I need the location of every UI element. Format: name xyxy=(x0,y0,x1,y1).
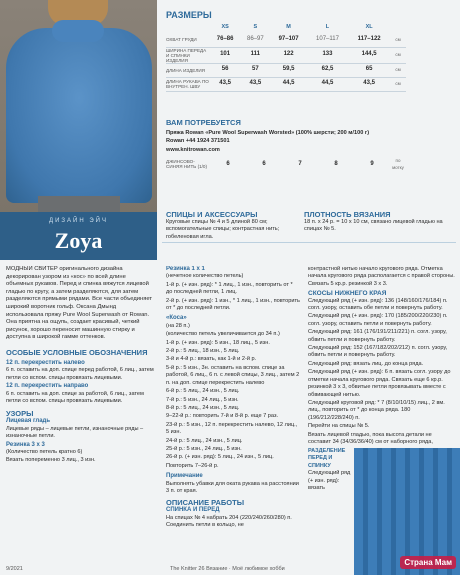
cell: 65 xyxy=(348,63,390,77)
table-row xyxy=(166,63,406,77)
cell: 43,5 xyxy=(348,77,390,91)
gauge-text: 18 п. х 24 р. = 10 х 10 см, связано лицевой гладью на спицах № 5. xyxy=(304,219,443,233)
row-label: ШИРИНА ПЕРЕДА И СПИНКИ ИЗДЕЛИЯ xyxy=(166,47,210,63)
row-label: ОХВАТ ГРУДИ xyxy=(166,33,210,47)
designer-label: ДИЗАЙН ЭЙЧ xyxy=(49,218,108,224)
table-row xyxy=(166,155,406,173)
cell: 133 xyxy=(307,47,349,63)
cell: 6 xyxy=(226,160,230,167)
table-row xyxy=(166,33,406,47)
rib1-row2: 2-й р. (+ изн. ряд): 1 изн., * 1 лиц., 1 изн., повторить от * до последней петли. xyxy=(166,297,300,312)
divide-header: РАЗДЕЛЕНИЕ ПЕРЕД И СПИНКУ xyxy=(308,448,346,469)
sizes-col-unit xyxy=(390,23,406,33)
braid-line: 9–22-й р.: повторить 7-й и 8-й р. еще 7 раз. xyxy=(166,413,279,420)
tools-section xyxy=(166,210,294,242)
cable-right-text: 6 п. оставить на доп. спице за работой, 6 лиц., затем петли со вспом. спицы провязать лицевыми. xyxy=(6,390,144,404)
stockinette-text: Лицевые ряды – лицевые петли, изнаночные ряды – изнаночные петли. xyxy=(6,425,144,440)
col4-text: Следующий круговой ряд: * 7 (8/10/10/15) лиц., 2 вм. лиц., повторить от * до конца ряда. 180 (196/212/228/240) п. xyxy=(308,399,445,421)
cell: 86–97 xyxy=(240,33,270,47)
left-column xyxy=(6,266,154,562)
unit: см xyxy=(390,77,406,91)
cell: 6 xyxy=(262,160,266,167)
special-header: ОСОБЫЕ УСЛОВНЫЕ ОБОЗНАЧЕНИЯ xyxy=(6,347,148,357)
row-label: ДЛИНА РУКАВА ПО ВНУТРЕН. ШВУ xyxy=(166,79,209,89)
cell: 76–86 xyxy=(210,33,240,47)
table-row xyxy=(166,47,406,63)
braid-line: 24-й р.: 5 лиц., 24 изн., 5 лиц. xyxy=(166,437,243,444)
pattern-title-block xyxy=(0,212,157,260)
col4-text: Следующий ряд: 152 (167/182/202/212) п. согл. узору, обвить петли и повернуть работу. xyxy=(308,345,448,359)
cell: 57 xyxy=(240,63,270,77)
size-xl: XL xyxy=(365,24,373,31)
right-column-bottom xyxy=(308,448,354,558)
cell: 111 xyxy=(240,47,270,63)
cell: 107–117 xyxy=(307,33,349,47)
cell: 122 xyxy=(270,47,306,63)
note-text: Выполнять убавки для оката рукава на расстоянии 3 п. от края. xyxy=(166,480,299,494)
sizes-table xyxy=(166,23,406,92)
size-m: M xyxy=(286,24,291,31)
braid-line: 3-й и 4-й р.: вязать, как 1-й и 2-й р. xyxy=(166,356,257,363)
row-label: ДЛИНА ИЗДЕЛИЯ xyxy=(166,63,210,77)
braid-line: (количество петель увеличивается до 34 п.) xyxy=(166,331,280,338)
work-text: На спицах № 4 набрать 204 (220/240/260/280) п. Соединить петли в кольцо, не xyxy=(166,514,292,529)
cell: 56 xyxy=(210,63,240,77)
watermark: Страна Мам xyxy=(400,556,456,569)
braid-line: 5-й р.: 5 изн., 3н. оставить на вспом. спице за работой, 6 лиц., 6 п. с левой спицы, 3 лиц., затем 2 п. на доп. спице перекрестить налево xyxy=(166,364,300,386)
photo-skirt xyxy=(38,196,120,212)
cell: 8 xyxy=(334,160,338,167)
col4-text: Следующий ряд (+ изн. ряд): вязать xyxy=(308,470,351,492)
sizes-col-empty xyxy=(166,23,210,33)
cable-right-title: 12 п. перекрестить направо xyxy=(6,383,89,390)
cell: 144,5 xyxy=(348,47,390,63)
rib3-title: Резинка 3 х 3 xyxy=(6,441,45,448)
braid-line: 23-й р.: 5 изн., 12 п. перекрестить налево, 12 лиц., 5 изн. xyxy=(166,421,298,436)
cell: 43,5 xyxy=(210,77,240,91)
braid-line: 25-й р.: 5 изн., 24 лиц., 5 изн. xyxy=(166,445,242,452)
col4-text: Следующий ряд (+ изн. ряд): 170 (185/200/220/230) п. согл. узору, оставить петли и повернуть работу. xyxy=(308,313,448,327)
unit: см xyxy=(390,33,406,47)
yarn-website[interactable]: www.knitrowan.com xyxy=(166,146,220,153)
cell: 97–107 xyxy=(270,33,306,47)
divider xyxy=(162,242,456,243)
note-title: Примечание xyxy=(166,473,203,480)
page-footer xyxy=(0,563,460,575)
row-label: ДЖИНСОВО-СИНЯЯ НИТЬ (1/0) xyxy=(166,159,208,170)
unit: по мотку xyxy=(392,157,404,171)
braid-line: 2-й р.: 5 лиц., 18 изн., 5 лиц. xyxy=(166,348,240,355)
pattern-name: Zoya xyxy=(54,228,103,253)
braid-line: 8-й р.: 5 лиц., 24 изн., 5 лиц. xyxy=(166,404,240,411)
rib1-row1: 1-й р. (+ изн. ряд): * 1 лиц., 1 изн., повторить от * до последней петли, 1 лиц. xyxy=(166,281,293,296)
col4-text: контрастной нитью начало кругового ряда. Отметка начала кругового ряда располагается с правой стороны. Связать 5 кр.р. резинкой 3 х 3. xyxy=(308,266,455,287)
stockinette-title: Лицевая гладь xyxy=(6,418,51,425)
size-xs: XS xyxy=(221,24,229,31)
intro-text: МОДНЫЙ СВИТЕР оригинального дизайна декорирован узором из «кос» по всей длине объемных рукавов. Перед и спинка вяжутся лицевой гладью по кругу, а затем разделяются, для затем разделяются прямыми рядами. Все части объединяет широкий воротник гольф. Оксана Дмынд использовала пряжу Pure Wool Superwash от Rowan. Она приятна на ощупь, создает красивый, четкий рисунок, хорошо переносит машинную стирку и доступна в широкой гамме оттенков. xyxy=(6,266,153,341)
yarn-table xyxy=(166,155,406,173)
rib1-title: Резинка 1 х 1 xyxy=(166,266,205,272)
photo-collar xyxy=(52,20,104,42)
hem-header: СКОСЫ НИЖНЕГО КРАЯ xyxy=(308,290,387,298)
sizes-section xyxy=(166,10,456,92)
cell: 59,5 xyxy=(270,63,306,77)
braid-line: (на 28 п.) xyxy=(166,322,190,329)
yarn-header: ВАМ ПОТРЕБУЕТСЯ xyxy=(166,118,241,127)
unit: см xyxy=(390,63,406,77)
middle-column xyxy=(166,266,300,562)
yarn-brand: Пряжа Rowan «Pure Wool Superwash Worsted» (100% шерсти; 200 м/100 г) xyxy=(166,130,370,136)
cell: 44,5 xyxy=(307,77,349,91)
cell: 9 xyxy=(370,160,374,167)
gauge-section xyxy=(304,210,456,235)
cell: 117–122 xyxy=(348,33,390,47)
braid-line: 7-й р.: 5 изн., 24 лиц., 5 изн. xyxy=(166,396,239,403)
table-row xyxy=(166,77,406,91)
braid-line: 6-й р.: 5 лиц., 24 изн., 5 лиц. xyxy=(166,388,240,395)
yarn-section xyxy=(166,118,456,173)
tools-header: СПИЦЫ И АКСЕССУАРЫ xyxy=(166,210,258,219)
issue-number: 9/2021 xyxy=(6,566,23,572)
col4-text: Следующий ряд: 161 (176/191/211/221) п. согл. узору, обвить петли и повернуть работу. xyxy=(308,329,447,343)
photo-sweater xyxy=(6,28,152,203)
cell: 62,5 xyxy=(307,63,349,77)
yarn-phone: Rowan +44 1924 371501 xyxy=(166,138,230,145)
tools-text: Круговые спицы № 4 и 5 длиной 80 см; вспомогательные спицы; контрастная нить; гобеленовая игла. xyxy=(166,219,280,240)
magazine-name: The Knitter 26 Вязание · Моё любимое хобби xyxy=(170,566,285,572)
cell: 101 xyxy=(210,47,240,63)
col4-text: Следующий ряд: вязать лиц. до конца ряда. xyxy=(308,360,424,367)
size-s: S xyxy=(253,24,258,31)
col4-text: Перейти на спицы № 5. xyxy=(308,423,370,430)
cell: 44,5 xyxy=(270,77,306,91)
rib3-text2: Вязать попеременно 3 лиц., 3 изн. xyxy=(6,457,96,464)
col4-text: Следующий ряд (+ изн. ряд): 136 (148/160/176/184) п. согл. узору, оставить обе петли и повернуть работу. xyxy=(308,297,448,312)
braid-title: «Коса» xyxy=(166,315,187,322)
work-sub: СПИНКА И ПЕРЕД xyxy=(166,507,220,514)
col4-text: Следующий ряд (+ изн. ряд): 6 п. вязать согл. узору до отметки начала кругового ряда. Связать еще 6 кр.р. резинкой 3 х 3, обвитые петли провязывать вместе с обвивающей нитью. xyxy=(308,369,451,398)
braid-line: 1-й р. (+ изн. ряд): 5 изн., 18 лиц., 5 изн. xyxy=(166,339,270,346)
braid-line: Повторить 7–26-й р. xyxy=(166,462,219,469)
cable-left-title: 12 п. перекрестить налево xyxy=(6,359,85,366)
right-column xyxy=(308,266,456,446)
model-photo xyxy=(0,0,157,212)
unit: см xyxy=(390,47,406,63)
col4-text: Вязать лицевой гладью, пока высота детали не составит 34 (34/36/36/40) см от наборного ряда, xyxy=(308,431,433,445)
braid-line: 26-й р. (+ изн. ряд): 5 лиц., 24 изн., 5 лиц. xyxy=(166,454,274,461)
cell: 43,5 xyxy=(240,77,270,91)
cable-left-text: 6 п. оставить на доп. спице перед работой, 6 лиц., затем петли со вспом. спицы провязать лицевыми. xyxy=(6,367,154,381)
sizes-header: РАЗМЕРЫ xyxy=(166,10,212,20)
patterns-header: УЗОРЫ xyxy=(6,409,34,419)
size-l: L xyxy=(325,24,330,31)
rib3-text: (Количество петель кратно 6) xyxy=(6,449,83,455)
gauge-header: ПЛОТНОСТЬ ВЯЗАНИЯ xyxy=(304,210,391,219)
rib1-note: (нечетное количество петель) xyxy=(166,273,244,280)
knit-swatch-photo xyxy=(354,448,460,575)
cell: 7 xyxy=(298,160,302,167)
work-header: ОПИСАНИЕ РАБОТЫ xyxy=(166,498,245,508)
